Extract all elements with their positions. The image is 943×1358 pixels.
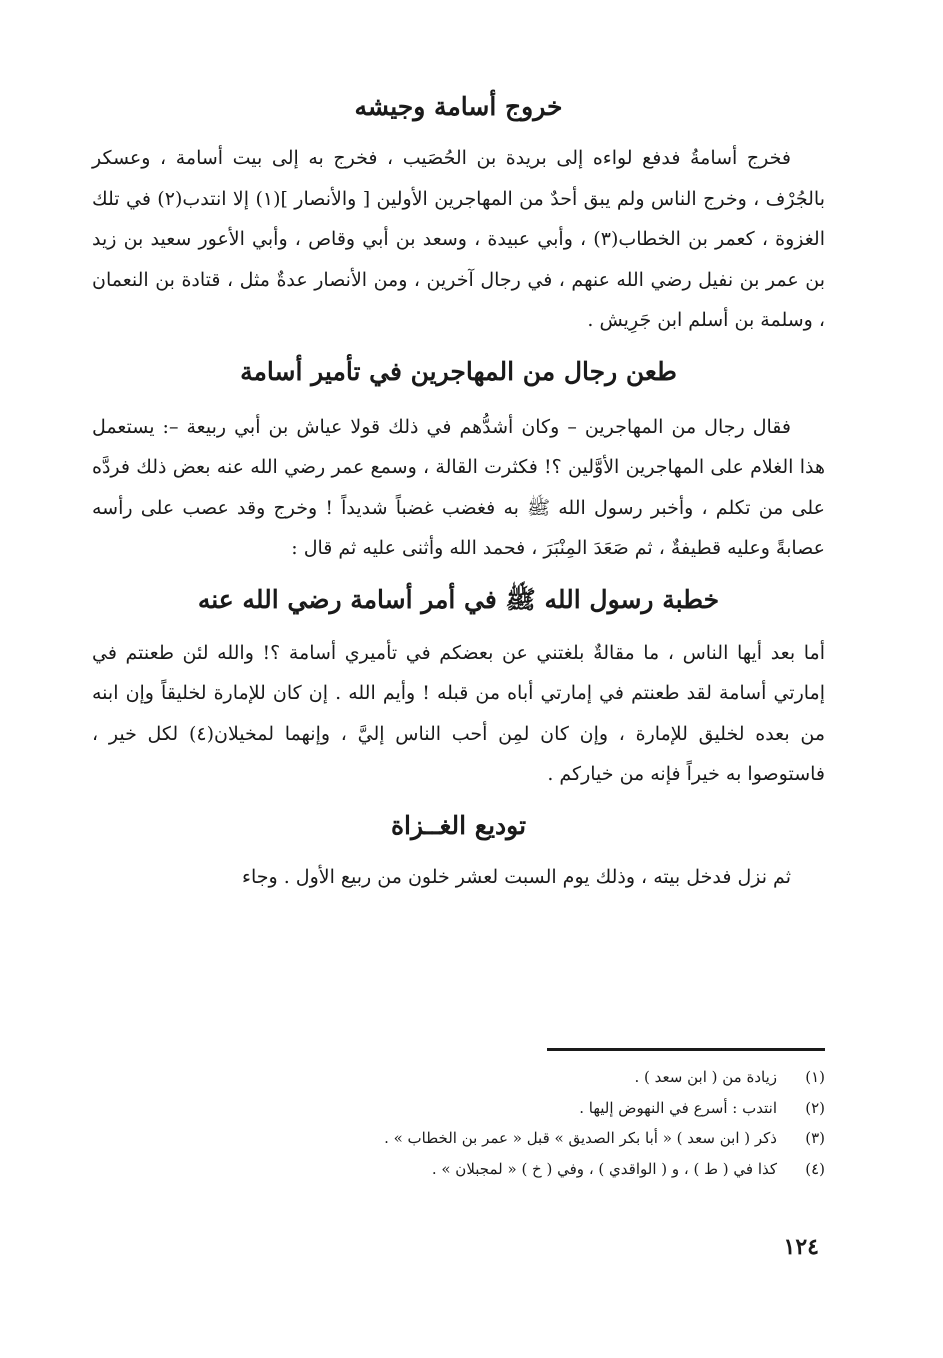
footnote-text: كذا في ( ط ) ، و ( الواقدي ) ، وفي ( خ ) « لمجبلان » . (431, 1159, 777, 1178)
section-heading-4: توديع الغــزاة (390, 810, 527, 840)
footnotes (92, 1062, 825, 1184)
footnote-number: (٣) (805, 1129, 825, 1147)
footnote-item (92, 1062, 825, 1093)
section-heading-3: خطبة رسول الله ﷺ في أمر أسامة رضي الله عنه (197, 584, 720, 614)
page-body (92, 78, 825, 897)
footnote-number: (٤) (805, 1159, 825, 1178)
footnote-text: زيادة من ( ابن سعد ) . (634, 1068, 777, 1086)
footnote-divider (547, 1048, 825, 1051)
footnote-item (92, 1093, 825, 1124)
section-heading-2: طعن رجال من المهاجرين في تأمير أسامة (240, 356, 677, 386)
footnote-number: (٢) (805, 1098, 825, 1117)
section-paragraph-1: فخرج أسامةُ فدفع لواءه إلى بريدة بن الحُصَيب ، فخرج به إلى بيت أسامة ، وعسكر بالجُرْف ، وخرج الناس ولم يبق أحدٌ من المهاجرين الأولين [ والأنصار ](١) إلا انتدب(٢) في تلك الغزوة ، كعمر بن الخطاب(٣) ، وأبي عبيدة ، وسعد بن أبي وقاص ، وأبي الأعور سعيد بن زيد بن عمر بن نفيل رضي الله عنهم ، في رجال آخرين ، ومن الأنصار عدةٌ مثل ، قتادة بن النعمان ، وسلمة بن أسلم ابن جَرِيش . (92, 147, 825, 331)
section-paragraph-3: أما بعد أيها الناس ، ما مقالةٌ بلغتني عن بعضكم في تأميري أسامة ؟! والله لئن طعنتم في إمارتي أسامة لقد طعنتم في إمارتي أباه من قبله ! وأيم الله . إن كان للإمارة لخليقاً وإن ابنه من بعده لخليق للإمارة ، وإن كان لمِن أحب الناس إليَّ ، وإنهما لمخيلان(٤) لكل خير ، فاستوصوا به خيراً فإنه من خياركم . (92, 641, 825, 785)
footnote-text: انتدب : أسرع في النهوض إليها . (579, 1098, 777, 1117)
page-number: ١٢٤ (783, 1234, 819, 1260)
footnote-item (92, 1123, 825, 1154)
section-paragraph-4: ثم نزل فدخل بيته ، وذلك يوم السبت لعشر خلون من ربيع الأول . وجاء (242, 865, 791, 888)
footnote-item (92, 1154, 825, 1185)
section-heading-1: خروج أسامة وجيشه (354, 92, 563, 121)
footnote-text: ذكر ( ابن سعد ) « أبا بكر الصديق » قبل « عمر بن الخطاب » . (384, 1129, 777, 1147)
section-paragraph-2: فقال رجال من المهاجرين – وكان أشدُّهم في ذلك قولا عياش بن أبي ربيعة –: يستعمل هذا الغلام على المهاجرين الأوَّلين ؟! فكثرت القالة ، وسمع عمر رضي الله عنه بعض ذلك فردَّه على من تكلم ، وأخبر رسول الله ﷺ به فغضب غضباً شديداً ! وخرج وقد عصب على رأسه عصابةً وعليه قطيفةٌ ، ثم صَعَدَ المِنْبَرَ ، فحمد الله وأثنى عليه ثم قال : (92, 415, 825, 559)
footnote-number: (١) (805, 1068, 825, 1086)
